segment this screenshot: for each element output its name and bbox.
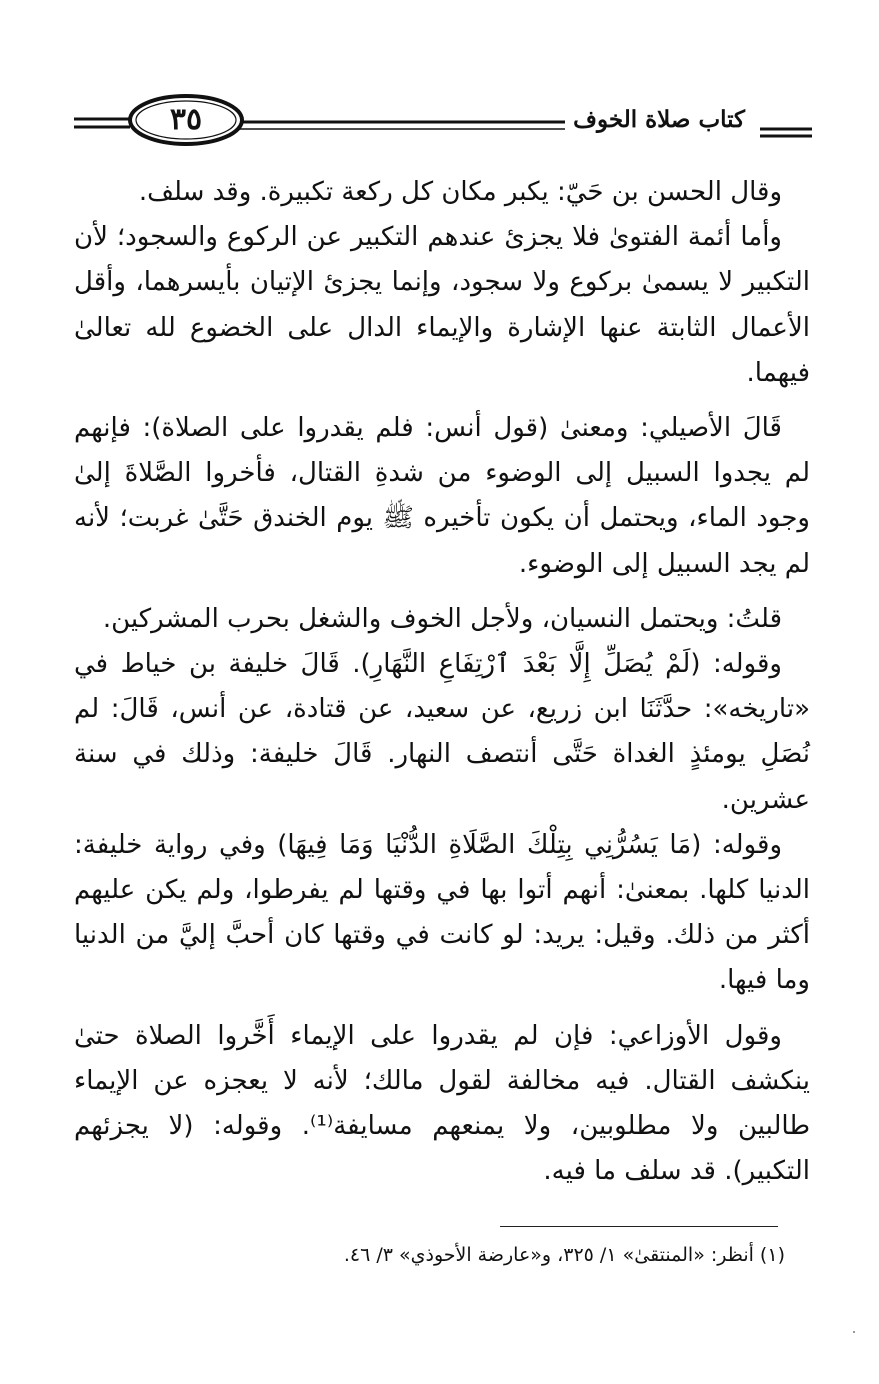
- page-header: [70, 92, 815, 154]
- main-text: [74, 170, 810, 1194]
- scan-speck: [853, 1331, 855, 1333]
- running-title: كتاب صلاة الخوف: [565, 106, 753, 133]
- paragraph: قَالَ الأصيلي: ومعنىٰ (قول أنس: فلم يقدروا على الصلاة): فإنهم لم يجدوا السبيل إلى الوضوء من شدةِ القتال، فأخروا الصَّلاةَ إلىٰ وجود الماء، ويحتمل أن يكون تأخيره ﷺ يوم الخندق حَتَّىٰ غربت؛ لأنه لم يجد السبيل إلى الوضوء.: [74, 413, 810, 579]
- paragraph: وقول الأوزاعي: فإن لم يقدروا على الإيماء أَخَّروا الصلاة حتىٰ ينكشف القتال. فيه مخالفة لقول مالك؛ لأنه لا يعجزه عن الإيماء طالبين ولا مطلوبين، ولا يمنعهم مسايفة⁽¹⁾. وقوله: (لا يجزئهم التكبير). قد سلف ما فيه.: [74, 1020, 811, 1187]
- paragraph: وقوله: (مَا يَسُرُّنِي بِتِلْكَ الصَّلَاةِ الدُّنْيَا وَمَا فِيهَا) وفي رواية خليفة: الدنيا كلها. بمعنىٰ: أنهم أتوا بها في وقتها لم يفرطوا، ولم يكن عليهم أكثر من ذلك. وقيل: يريد: لو كانت في وقتها كان أحبَّ إليَّ من الدنيا وما فيها.: [74, 829, 810, 996]
- footnote: (١) أنظر: «المنتقىٰ» ١/ ٣٢٥، و«عارضة الأحوذي» ٣/ ٤٦.: [343, 1244, 785, 1266]
- paragraph: وقال الحسن بن حَيّ: يكبر مكان كل ركعة تكبيرة. وقد سلف.: [138, 177, 782, 207]
- page-number: ٣٥: [169, 102, 203, 137]
- paragraph: وأما أئمة الفتوىٰ فلا يجزئ عندهم التكبير عن الركوع والسجود؛ لأن التكبير لا يسمىٰ بركوع ولا سجود، وإنما يجزئ الإتيان بأيسرهما، وأقل الأعمال الثابتة عنها الإشارة والإيماء الدال على الخضوع لله تعالىٰ فيهما.: [74, 222, 810, 388]
- paragraph: وقوله: (لَمْ يُصَلِّ إِلَّا بَعْدَ ٱرْتِفَاعِ النَّهَارِ). قَالَ خليفة بن خياط في «تاريخه»: حدَّثَنَا ابن زريع، عن سعيد، عن قتادة، عن أنس، قَالَ: لم نُصَلِ يومئذٍ الغداة حَتَّى أنتصف النهار. قَالَ خليفة: وذلك في سنة عشرين.: [74, 649, 810, 815]
- footnote-separator: [500, 1226, 778, 1227]
- paragraph: قلتُ: ويحتمل النسيان، ولأجل الخوف والشغل بحرب المشركين.: [102, 603, 782, 634]
